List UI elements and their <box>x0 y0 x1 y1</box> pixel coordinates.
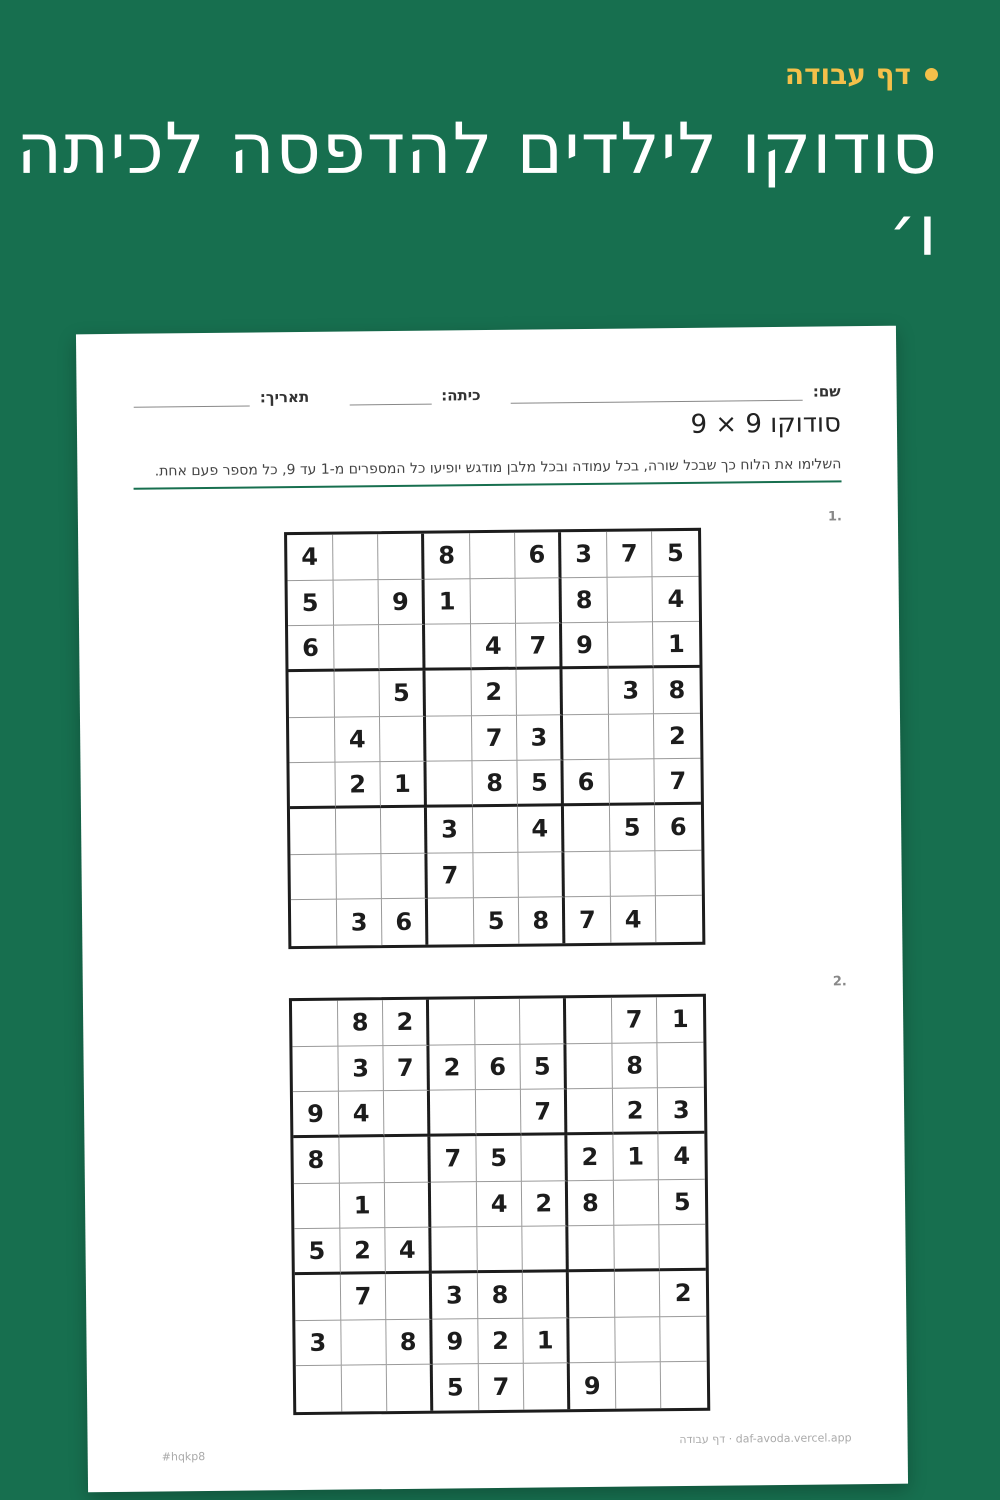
sudoku-cell[interactable] <box>470 578 516 624</box>
sudoku-cell: 5 <box>294 1229 340 1275</box>
sudoku-cell: 7 <box>516 624 562 670</box>
sudoku-cell: 9 <box>562 623 608 669</box>
sudoku-cell: 3 <box>432 1273 478 1319</box>
date-line[interactable] <box>134 405 250 408</box>
sudoku-cell: 3 <box>561 532 607 578</box>
sudoku-cell[interactable] <box>431 1182 477 1228</box>
sudoku-cell[interactable] <box>614 1180 660 1226</box>
sudoku-cell[interactable] <box>608 623 654 669</box>
footer-site: daf-avoda.vercel.app · דף עבודה <box>679 1431 852 1447</box>
sudoku-cell: 7 <box>565 897 611 943</box>
sudoku-cell: 9 <box>570 1363 616 1409</box>
sudoku-cell: 5 <box>610 805 656 851</box>
sudoku-cell: 2 <box>567 1135 613 1181</box>
sudoku-cell: 1 <box>381 762 427 808</box>
sudoku-cell: 7 <box>521 1090 567 1136</box>
bullet-dot-icon <box>925 68 938 81</box>
sudoku-cell: 1 <box>425 579 471 625</box>
sudoku-cell[interactable] <box>387 1365 433 1411</box>
sudoku-cell[interactable] <box>385 1137 431 1183</box>
sudoku-cell[interactable] <box>336 808 382 854</box>
class-label: כיתה: <box>441 386 481 405</box>
sudoku-cell[interactable] <box>381 808 427 854</box>
sudoku-cell[interactable] <box>562 669 608 715</box>
sudoku-cell[interactable] <box>289 717 335 763</box>
sudoku-cell[interactable] <box>296 1366 342 1412</box>
sudoku-cell[interactable] <box>477 1227 523 1273</box>
sudoku-cell[interactable] <box>519 852 565 898</box>
sudoku-cell[interactable] <box>290 809 336 855</box>
sudoku-cell: 9 <box>293 1092 339 1138</box>
sudoku-cell: 8 <box>338 1000 384 1046</box>
sudoku-cell[interactable] <box>523 1272 569 1318</box>
sudoku-cell: 6 <box>475 1044 521 1090</box>
sudoku-cell: 8 <box>472 761 518 807</box>
name-line[interactable] <box>511 399 803 404</box>
sudoku-cell: 4 <box>386 1228 432 1274</box>
sudoku-cell: 1 <box>613 1134 659 1180</box>
sudoku-cell[interactable] <box>607 577 653 623</box>
sudoku-cell[interactable] <box>473 852 519 898</box>
sudoku-cell: 8 <box>654 668 700 714</box>
sudoku-cell[interactable] <box>609 760 655 806</box>
sudoku-cell[interactable] <box>567 1089 613 1135</box>
sudoku-cell[interactable] <box>295 1275 341 1321</box>
sudoku-cell[interactable] <box>289 763 335 809</box>
name-field[interactable] <box>511 382 841 403</box>
sudoku-cell: 6 <box>515 532 561 578</box>
sudoku-cell[interactable] <box>429 999 475 1045</box>
sudoku-cell[interactable] <box>615 1363 661 1409</box>
sudoku-cell[interactable] <box>333 534 379 580</box>
sudoku-cell: 6 <box>563 760 609 806</box>
sudoku-cell: 7 <box>478 1364 524 1410</box>
sudoku-cell: 7 <box>607 531 653 577</box>
sudoku-cell: 2 <box>654 713 700 759</box>
sudoku-cell[interactable] <box>656 850 702 896</box>
worksheet-paper <box>76 326 908 1493</box>
sudoku-cell: 4 <box>653 576 699 622</box>
sudoku-cell[interactable] <box>378 534 424 580</box>
sudoku-cell: 2 <box>335 762 381 808</box>
sudoku-cell[interactable] <box>425 625 471 671</box>
sudoku-cell[interactable] <box>428 899 474 945</box>
sudoku-cell: 1 <box>653 622 699 668</box>
sudoku-cell: 2 <box>478 1318 524 1364</box>
sudoku-cell[interactable] <box>569 1272 615 1318</box>
sudoku-cell[interactable] <box>522 1135 568 1181</box>
sudoku-cell: 2 <box>383 1000 429 1046</box>
sudoku-cell[interactable] <box>291 900 337 946</box>
sudoku-cell: 7 <box>430 1136 476 1182</box>
worksheet-tag-label: דף עבודה <box>784 58 911 91</box>
sudoku-cell[interactable] <box>426 762 472 808</box>
student-fields <box>132 370 840 407</box>
sudoku-cell: 1 <box>657 997 703 1043</box>
sudoku-cell: 2 <box>429 1045 475 1091</box>
sudoku-cell[interactable] <box>661 1316 707 1362</box>
sudoku-cell: 7 <box>384 1045 430 1091</box>
sudoku-cell: 3 <box>338 1046 384 1092</box>
sudoku-cell: 3 <box>608 668 654 714</box>
sudoku-cell[interactable] <box>426 670 472 716</box>
sudoku-cell: 3 <box>658 1088 704 1134</box>
sudoku-cell: 5 <box>474 898 520 944</box>
sudoku-cell[interactable] <box>568 1226 614 1272</box>
sudoku-cell: 8 <box>387 1319 433 1365</box>
class-field[interactable] <box>349 386 481 405</box>
page-title: סודוקו לילדים להדפסה לכיתה ו׳ <box>16 108 938 272</box>
sudoku-cell[interactable] <box>333 580 379 626</box>
sudoku-cell: 6 <box>382 899 428 945</box>
sudoku-cell[interactable] <box>290 854 336 900</box>
sudoku-cell[interactable] <box>564 806 610 852</box>
sudoku-cell: 3 <box>517 715 563 761</box>
sudoku-cell: 1 <box>340 1183 386 1229</box>
sudoku-grid-2 <box>289 994 710 1415</box>
sudoku-cell: 5 <box>518 761 564 807</box>
sudoku-cell: 9 <box>432 1319 478 1365</box>
puzzle-2-number: 2. <box>832 974 847 990</box>
sudoku-cell: 7 <box>655 759 701 805</box>
sudoku-cell[interactable] <box>566 1043 612 1089</box>
sudoku-cell[interactable] <box>380 716 426 762</box>
sudoku-cell[interactable] <box>430 1091 476 1137</box>
sudoku-cell[interactable] <box>614 1271 660 1317</box>
sudoku-cell[interactable] <box>426 716 472 762</box>
sudoku-cell: 5 <box>476 1136 522 1182</box>
sudoku-cell: 4 <box>335 717 381 763</box>
sudoku-cell[interactable] <box>292 1046 338 1092</box>
sudoku-cell[interactable] <box>382 853 428 899</box>
sudoku-cell: 7 <box>340 1274 386 1320</box>
sudoku-cell: 7 <box>427 853 473 899</box>
sudoku-cell[interactable] <box>566 998 612 1044</box>
sudoku-cell: 2 <box>613 1089 659 1135</box>
sudoku-cell: 9 <box>379 579 425 625</box>
sudoku-cell[interactable] <box>523 1227 569 1273</box>
sudoku-cell: 4 <box>287 535 333 581</box>
sudoku-cell: 7 <box>612 997 658 1043</box>
sudoku-cell: 8 <box>424 533 470 579</box>
sudoku-cell: 7 <box>472 715 518 761</box>
sudoku-cell: 8 <box>519 898 565 944</box>
sudoku-cell: 2 <box>660 1271 706 1317</box>
worksheet-tag <box>785 58 938 91</box>
worksheet-title: סודוקו 9 × 9 <box>690 408 842 440</box>
sudoku-cell[interactable] <box>524 1364 570 1410</box>
sudoku-cell[interactable] <box>385 1182 431 1228</box>
sudoku-cell[interactable] <box>563 714 609 760</box>
sudoku-cell: 5 <box>521 1044 567 1090</box>
sudoku-cell[interactable] <box>615 1317 661 1363</box>
sudoku-cell[interactable] <box>431 1228 477 1274</box>
sudoku-cell[interactable] <box>334 625 380 671</box>
sudoku-cell[interactable] <box>341 1365 387 1411</box>
sudoku-cell: 8 <box>562 577 608 623</box>
sudoku-cell[interactable] <box>661 1362 707 1408</box>
sudoku-cell[interactable] <box>379 625 425 671</box>
sudoku-cell: 8 <box>568 1180 614 1226</box>
sudoku-cell: 8 <box>612 1043 658 1089</box>
sudoku-cell[interactable] <box>470 533 516 579</box>
name-label: שם: <box>812 382 841 401</box>
sudoku-cell: 5 <box>659 1179 705 1225</box>
sudoku-cell: 6 <box>655 805 701 851</box>
sudoku-cell: 4 <box>659 1134 705 1180</box>
date-label: תאריך: <box>259 387 310 407</box>
worksheet-instructions: השלימו את הלוח כך שבכל שורה, בכל עמודה ובכל מלבן מודגש יופיעו כל המספרים מ-1 עד 9, כל מספר פעם אחת. <box>133 456 841 489</box>
footer-code: #hqkp8 <box>161 1450 206 1464</box>
sudoku-cell[interactable] <box>476 1090 522 1136</box>
sudoku-cell: 6 <box>288 626 334 672</box>
sudoku-cell: 8 <box>293 1138 339 1184</box>
sudoku-cell[interactable] <box>473 807 519 853</box>
sudoku-cell[interactable] <box>517 669 563 715</box>
sudoku-cell: 1 <box>524 1318 570 1364</box>
sudoku-cell: 4 <box>611 897 657 943</box>
puzzle-1-number: 1. <box>827 509 842 525</box>
sudoku-cell[interactable] <box>660 1225 706 1271</box>
class-line[interactable] <box>349 403 431 406</box>
sudoku-cell: 4 <box>477 1181 523 1227</box>
sudoku-cell[interactable] <box>294 1183 340 1229</box>
sudoku-cell: 4 <box>518 806 564 852</box>
sudoku-cell: 5 <box>288 580 334 626</box>
sudoku-cell[interactable] <box>516 578 562 624</box>
sudoku-cell: 5 <box>652 531 698 577</box>
sudoku-cell[interactable] <box>569 1317 615 1363</box>
sudoku-cell: 2 <box>471 670 517 716</box>
sudoku-cell[interactable] <box>610 851 656 897</box>
sudoku-cell: 4 <box>471 624 517 670</box>
sudoku-cell[interactable] <box>656 896 702 942</box>
sudoku-cell: 5 <box>380 671 426 717</box>
sudoku-grid-1 <box>284 528 705 949</box>
sudoku-cell[interactable] <box>520 998 566 1044</box>
sudoku-cell[interactable] <box>609 714 655 760</box>
sudoku-cell[interactable] <box>339 1137 385 1183</box>
sudoku-cell[interactable] <box>564 851 610 897</box>
sudoku-cell[interactable] <box>289 672 335 718</box>
sudoku-cell: 2 <box>522 1181 568 1227</box>
sudoku-cell[interactable] <box>614 1226 660 1272</box>
sudoku-cell: 4 <box>339 1091 385 1137</box>
sudoku-cell[interactable] <box>384 1091 430 1137</box>
sudoku-cell[interactable] <box>336 854 382 900</box>
sudoku-cell: 3 <box>427 807 473 853</box>
sudoku-cell: 5 <box>433 1364 479 1410</box>
sudoku-cell[interactable] <box>475 999 521 1045</box>
sudoku-cell: 8 <box>477 1273 523 1319</box>
sudoku-cell[interactable] <box>334 671 380 717</box>
sudoku-cell: 3 <box>337 899 383 945</box>
sudoku-cell: 3 <box>295 1320 341 1366</box>
sudoku-cell[interactable] <box>658 1042 704 1088</box>
sudoku-cell: 2 <box>340 1228 386 1274</box>
date-field[interactable] <box>134 388 309 408</box>
sudoku-cell[interactable] <box>292 1001 338 1047</box>
sudoku-cell[interactable] <box>386 1274 432 1320</box>
sudoku-cell[interactable] <box>341 1320 387 1366</box>
